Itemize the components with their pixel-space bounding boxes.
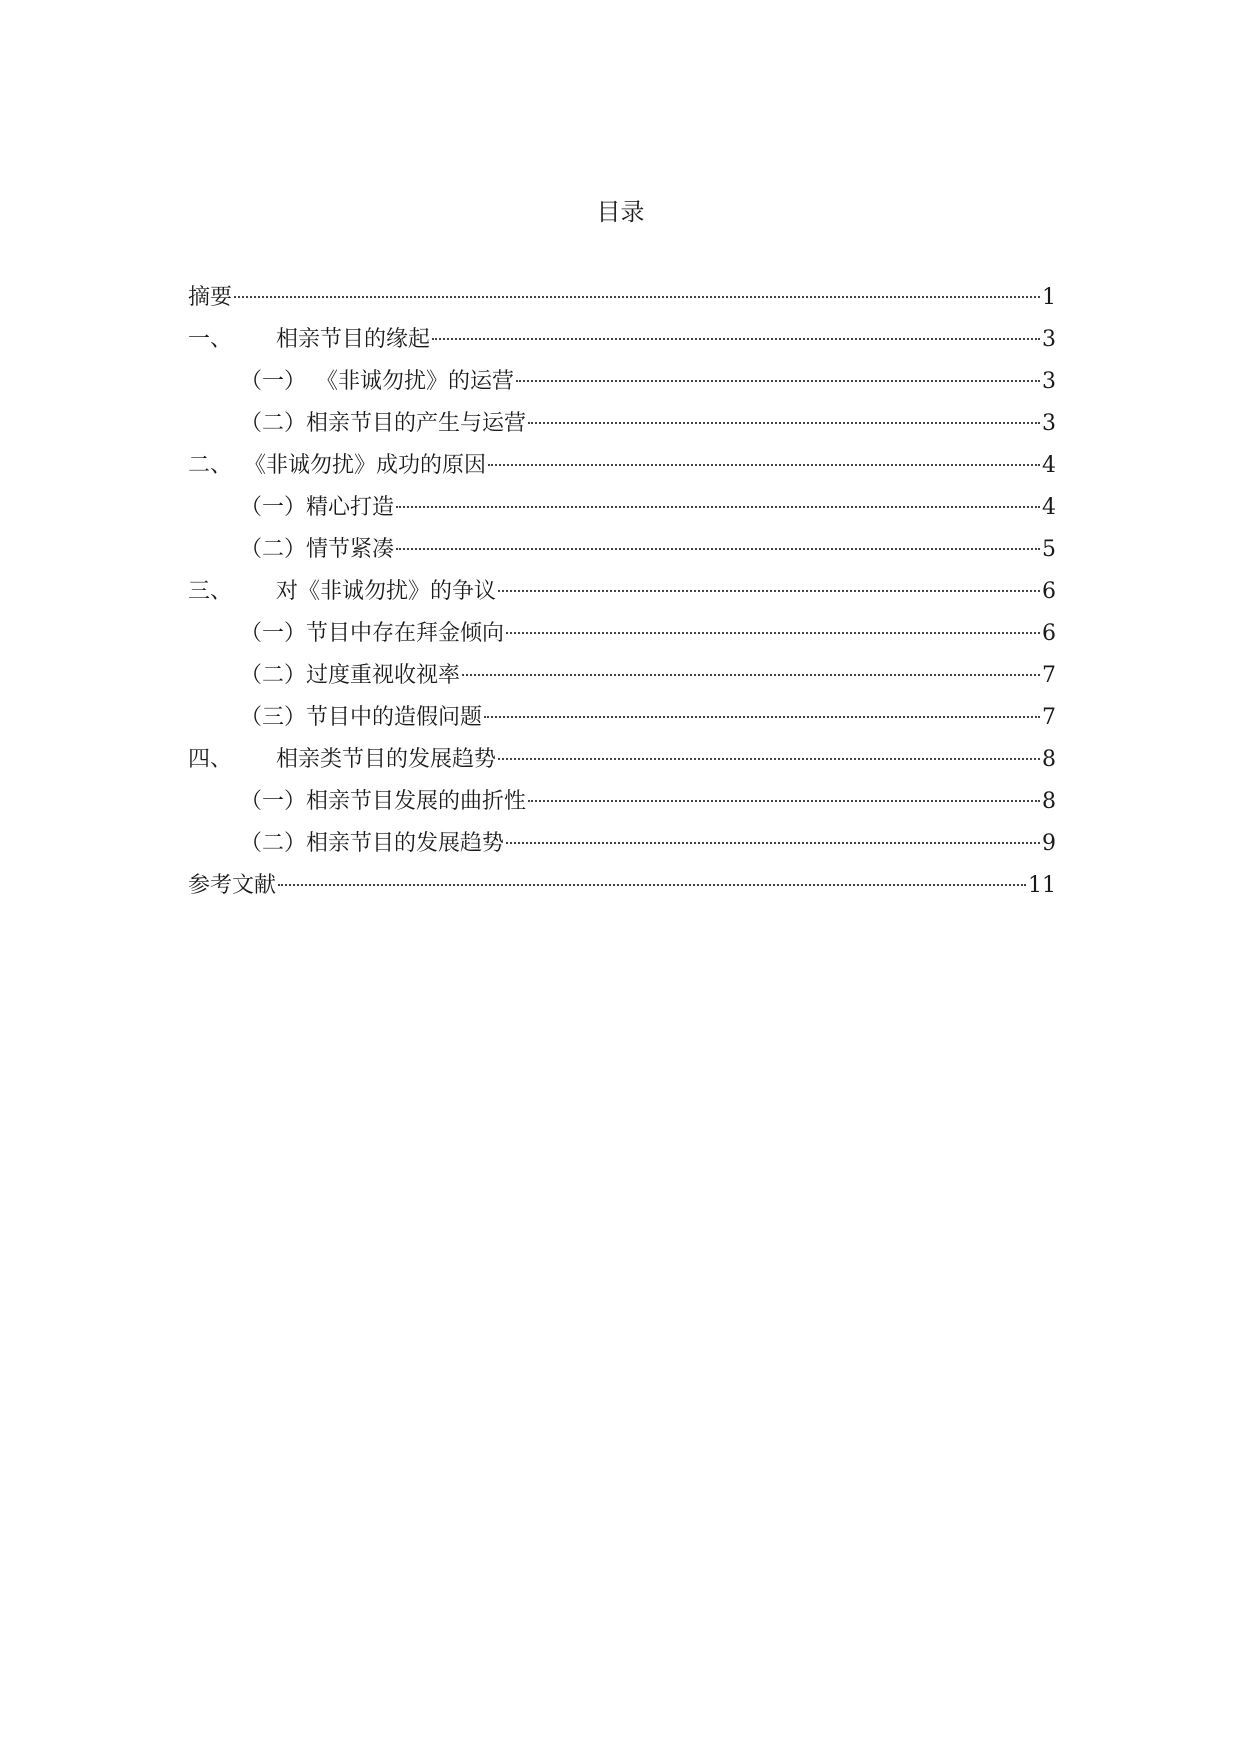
toc-entry-number: （一） bbox=[240, 621, 307, 646]
toc-entry-text: 精心打造 bbox=[306, 495, 395, 520]
toc-entry-text: 相亲类节目的发展趋势 bbox=[276, 747, 497, 772]
toc-entry-number: （二） bbox=[240, 537, 307, 562]
toc-entry-label bbox=[240, 408, 526, 440]
toc-entry[interactable] bbox=[188, 408, 1056, 450]
toc-page-number: 3 bbox=[1042, 327, 1056, 352]
toc-entry-text: 对《非诚勿扰》的争议 bbox=[276, 579, 497, 604]
toc-leader-dots bbox=[278, 884, 1026, 886]
toc-entry[interactable] bbox=[188, 870, 1056, 912]
toc-leader-dots bbox=[488, 464, 1040, 466]
toc-leader-dots bbox=[396, 548, 1040, 550]
toc-entry-text: 相亲节目的产生与运营 bbox=[306, 411, 527, 436]
toc-entry-label bbox=[188, 282, 232, 314]
toc-entry-label bbox=[240, 492, 394, 524]
toc-entry-text: 参考文献 bbox=[188, 873, 277, 898]
toc-entry-label bbox=[188, 324, 430, 356]
toc-entry[interactable] bbox=[188, 450, 1056, 492]
toc-leader-dots bbox=[528, 800, 1040, 802]
toc-leader-dots bbox=[498, 590, 1040, 592]
toc-page-number: 7 bbox=[1042, 705, 1056, 730]
toc-entry-number: （一） bbox=[240, 789, 307, 814]
toc-entry[interactable] bbox=[188, 660, 1056, 702]
toc-entry-number: 二、 bbox=[188, 453, 233, 478]
toc-page-number: 11 bbox=[1028, 873, 1056, 898]
toc-entry[interactable] bbox=[188, 786, 1056, 828]
toc-page-number: 8 bbox=[1042, 747, 1056, 772]
toc-leader-dots bbox=[528, 422, 1040, 424]
toc-entry-number: 四、 bbox=[188, 747, 233, 772]
toc-entry-label bbox=[188, 870, 276, 902]
toc-leader-dots bbox=[484, 716, 1040, 718]
toc-page-number: 6 bbox=[1042, 579, 1056, 604]
toc-page-number: 6 bbox=[1042, 621, 1056, 646]
toc-entry-number: 三、 bbox=[188, 579, 233, 604]
toc-entry[interactable] bbox=[188, 576, 1056, 618]
toc-entry-label bbox=[188, 576, 496, 608]
toc-entry-text: 相亲节目的缘起 bbox=[276, 327, 431, 352]
toc-leader-dots bbox=[432, 338, 1040, 340]
toc-entry[interactable] bbox=[188, 702, 1056, 744]
toc-entry-label bbox=[240, 618, 504, 650]
toc-entry-text: 过度重视收视率 bbox=[306, 663, 461, 688]
toc-leader-dots bbox=[462, 674, 1040, 676]
toc-entry[interactable] bbox=[188, 534, 1056, 576]
toc-page-number: 7 bbox=[1042, 663, 1056, 688]
toc-entry-number: （二） bbox=[240, 663, 307, 688]
toc-leader-dots bbox=[498, 758, 1040, 760]
toc-entry[interactable] bbox=[188, 366, 1056, 408]
toc-entry-label bbox=[188, 744, 496, 776]
toc-entry-number: （二） bbox=[240, 831, 307, 856]
toc-entry-number: （二） bbox=[240, 411, 307, 436]
toc-entry-label bbox=[240, 786, 526, 818]
toc-entry-text: 《非诚勿扰》的运营 bbox=[316, 369, 515, 394]
toc-entry-text: 《非诚勿扰》成功的原因 bbox=[244, 453, 487, 478]
toc-entry-label bbox=[240, 366, 514, 398]
table-of-contents bbox=[188, 282, 1056, 912]
toc-leader-dots bbox=[234, 296, 1040, 298]
toc-entry-text: 相亲节目的发展趋势 bbox=[306, 831, 505, 856]
toc-entry-text: 节目中存在拜金倾向 bbox=[306, 621, 505, 646]
toc-entry[interactable] bbox=[188, 618, 1056, 660]
toc-page-number: 4 bbox=[1042, 495, 1056, 520]
toc-entry-number: 一、 bbox=[188, 327, 233, 352]
toc-entry[interactable] bbox=[188, 282, 1056, 324]
toc-page-number: 3 bbox=[1042, 411, 1056, 436]
toc-entry[interactable] bbox=[188, 492, 1056, 534]
toc-entry-label bbox=[240, 534, 394, 566]
toc-leader-dots bbox=[396, 506, 1040, 508]
toc-page-number: 5 bbox=[1042, 537, 1056, 562]
toc-entry-label bbox=[240, 660, 460, 692]
toc-entry-text: 相亲节目发展的曲折性 bbox=[306, 789, 527, 814]
toc-page-number: 9 bbox=[1042, 831, 1056, 856]
toc-page-number: 4 bbox=[1042, 453, 1056, 478]
toc-entry-text: 节目中的造假问题 bbox=[306, 705, 483, 730]
toc-entry[interactable] bbox=[188, 324, 1056, 366]
toc-entry-label bbox=[188, 450, 486, 482]
toc-entry-number: （一） bbox=[240, 495, 307, 520]
toc-leader-dots bbox=[506, 632, 1040, 634]
toc-leader-dots bbox=[516, 380, 1040, 382]
toc-entry-number: （一） bbox=[240, 369, 307, 394]
toc-entry-label bbox=[240, 702, 482, 734]
toc-entry[interactable] bbox=[188, 828, 1056, 870]
toc-page-number: 3 bbox=[1042, 369, 1056, 394]
toc-entry-label bbox=[240, 828, 504, 860]
toc-entry-text: 情节紧凑 bbox=[306, 537, 395, 562]
toc-entry-text: 摘要 bbox=[188, 285, 233, 310]
toc-leader-dots bbox=[506, 842, 1040, 844]
toc-page-number: 8 bbox=[1042, 789, 1056, 814]
toc-entry-number: （三） bbox=[240, 705, 307, 730]
toc-entry[interactable] bbox=[188, 744, 1056, 786]
page-title: 目录 bbox=[596, 198, 645, 226]
toc-page-number: 1 bbox=[1042, 285, 1056, 310]
